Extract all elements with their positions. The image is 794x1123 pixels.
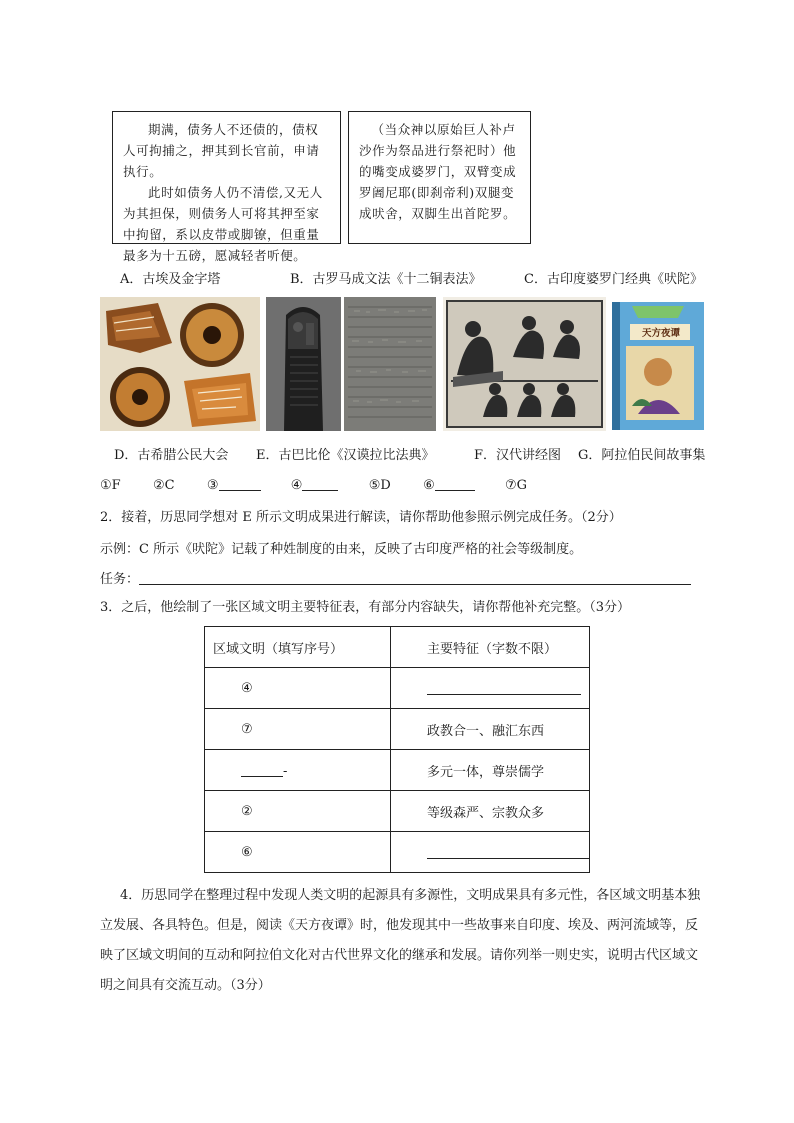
table-row <box>205 832 590 873</box>
answer-7: ⑦G <box>505 478 528 493</box>
hammurabi-stele-image <box>266 297 341 431</box>
table-header-row <box>205 627 590 668</box>
option-f-label: F．汉代讲经图 <box>474 448 562 463</box>
option-e-label: E．古巴比伦《汉谟拉比法典》 <box>256 448 435 463</box>
ostraca-image <box>100 297 260 431</box>
row-3-number-blank[interactable] <box>241 762 283 777</box>
table-row <box>205 791 590 832</box>
row-5-feature-blank[interactable] <box>427 844 589 859</box>
answer-5: ⑤D <box>368 478 391 493</box>
table-row <box>205 709 590 750</box>
table-row <box>205 750 590 791</box>
option-d-label: D．古希腊公民大会 <box>114 448 229 463</box>
answer-3-label: ③ <box>206 478 219 493</box>
source-box-law <box>112 111 341 263</box>
civilization-feature-table <box>204 626 590 873</box>
row-3-number <box>205 750 391 791</box>
answer-1: ①F <box>100 478 121 493</box>
question-3-text: 3．之后，他绘制了一张区域文明主要特征表，有部分内容缺失，请你帮他补充完整。（3分） <box>100 600 631 615</box>
hammurabi-text-rubbing-image <box>344 297 436 431</box>
task-label: 任务： <box>100 572 140 587</box>
option-b-label: B．古罗马成文法《十二铜表法》 <box>290 272 482 287</box>
option-a-label: A．古埃及金字塔 <box>120 272 221 287</box>
answers-line <box>100 476 527 496</box>
question-4-line-1: 4．历思同学在整理过程中发现人类文明的起源具有多源性，文明成果具有多元性，各区域文明基本独 <box>120 888 701 903</box>
row-1-number: ④ <box>205 668 391 709</box>
source-box-vedas <box>348 111 531 244</box>
answer-3-blank[interactable] <box>219 476 261 491</box>
header-civilization: 区域文明（填写序号） <box>205 627 391 668</box>
source-law-para-1: 期满，债务人不还债的，债权人可拘捕之，押其到长官前，申请执行。 <box>123 122 320 179</box>
header-feature: 主要特征（字数不限） <box>391 627 590 668</box>
option-c-label: C．古印度婆罗门经典《吠陀》 <box>524 272 703 287</box>
answer-2: ②C <box>152 478 175 493</box>
book-title: 天方夜谭 <box>641 328 680 339</box>
han-lecture-relief-image <box>443 297 606 431</box>
row-1-feature-blank[interactable] <box>427 680 581 695</box>
row-4-feature: 等级森严、宗教众多 <box>391 791 590 832</box>
arabian-nights-book-image <box>612 302 704 430</box>
row-2-number: ⑦ <box>205 709 391 750</box>
question-4-line-4: 明之间具有交流互动。（3分） <box>100 978 271 993</box>
source-law-para-2: 此时如债务人仍不清偿,又无人为其担保，则债务人可将其押至家中拘留，系以皮带或脚镣，但重量最多为十五磅，愿减轻者听便。 <box>123 185 323 263</box>
task-answer-blank[interactable] <box>139 570 691 585</box>
row-1-feature <box>391 668 590 709</box>
row-2-feature: 政教合一、融汇东西 <box>391 709 590 750</box>
answer-6-blank[interactable] <box>435 476 475 491</box>
row-3-feature: 多元一体，尊崇儒学 <box>391 750 590 791</box>
row-4-number: ② <box>205 791 391 832</box>
row-5-feature <box>391 832 590 873</box>
option-g-label: G．阿拉伯民间故事集 <box>578 448 706 463</box>
question-2-text: 2．接着，历思同学想对 E 所示文明成果进行解读，请你帮助他参照示例完成任务。（2分） <box>100 510 622 525</box>
table-row <box>205 668 590 709</box>
question-4-line-3: 映了区域文明间的互动和阿拉伯文化对古代世界文化的继承和发展。请你列举一则史实，说明古代区域文 <box>100 948 699 963</box>
row-5-number: ⑥ <box>205 832 391 873</box>
row-3-number-suffix: - <box>283 763 288 779</box>
question-4-line-2: 立发展、各具特色。但是，阅读《天方夜谭》时，他发现其中一些故事来自印度、埃及、两河流域等，反 <box>100 918 699 933</box>
answer-4-blank[interactable] <box>302 476 338 491</box>
question-2-example: 示例：C 所示《吠陀》记载了种姓制度的由来，反映了古印度严格的社会等级制度。 <box>100 542 583 557</box>
answer-6-label: ⑥ <box>423 478 435 493</box>
answer-4-label: ④ <box>290 478 303 493</box>
question-2-task <box>100 570 691 590</box>
source-vedas-para-1: （当众神以原始巨人补卢沙作为祭品进行祭祀时）他的嘴变成婆罗门，双臂变成罗阇尼耶(即刹帝利)双腿变成吠舍，双脚生出首陀罗。 <box>359 122 517 221</box>
